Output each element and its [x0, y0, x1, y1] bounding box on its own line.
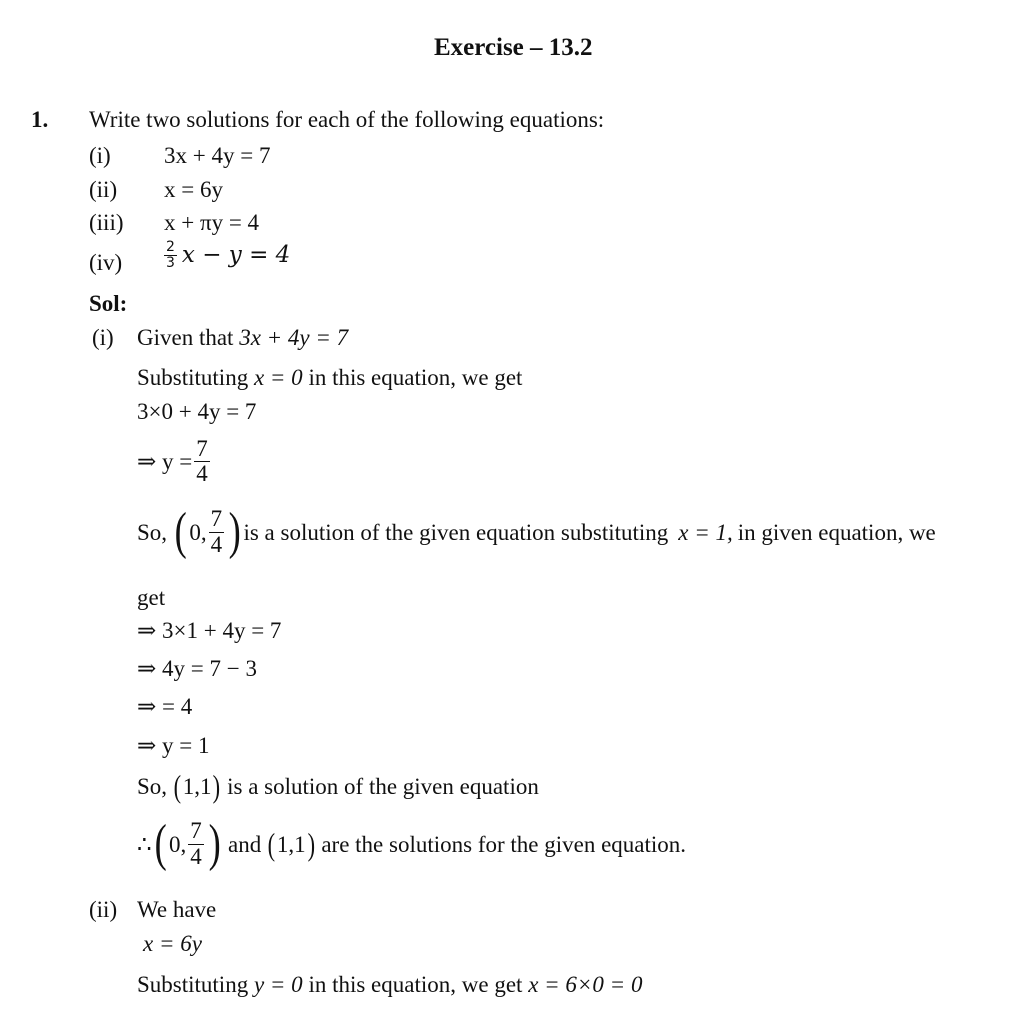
fraction-numerator: 2 [166, 239, 175, 255]
subst-text: Substituting [137, 365, 249, 390]
subst-value: x = 0 [253, 365, 303, 390]
part-label: (iv) [89, 250, 123, 275]
given-line [137, 326, 348, 349]
part-equation: x = 6y [164, 177, 223, 202]
part-intro: We have [137, 897, 217, 922]
part-label: (ii) [89, 177, 118, 202]
solution-part-label: (i) [92, 325, 114, 350]
subst-value: y = 0 [253, 972, 303, 997]
subst-value: x = 1, [678, 519, 733, 545]
work-line: 3×0 + 4y = 7 [137, 399, 257, 424]
fraction-numerator: 7 [210, 506, 223, 532]
equation-rest: x − y = 4 [181, 241, 291, 268]
work-line: ⇒ = 4 [137, 694, 193, 719]
fraction-denominator: 4 [196, 461, 208, 487]
point-fraction [209, 507, 225, 556]
subst-result: x = 6×0 = 0 [528, 972, 643, 997]
equation-fraction [164, 240, 177, 270]
so-line [137, 770, 539, 802]
so-text: is a solution of the given equation [227, 773, 539, 799]
work-line: x = 6y [143, 931, 202, 956]
point-fraction [188, 819, 204, 868]
so-text: in given equation, we [737, 519, 936, 545]
point-value: 1,1 [182, 773, 212, 799]
part-equation [162, 240, 290, 270]
fraction-denominator: 4 [210, 531, 223, 557]
work-line: ⇒ 3×1 + 4y = 7 [137, 618, 282, 643]
subst-text: in this equation, we get [308, 365, 523, 390]
substitution-line [137, 366, 522, 389]
work-line: ⇒ y = 1 [137, 733, 210, 758]
given-text: Given that [137, 325, 234, 350]
subst-text: Substituting [137, 972, 249, 997]
work-line [137, 437, 212, 486]
work-prefix: ⇒ y = [137, 449, 193, 475]
so-text: So, [137, 519, 168, 545]
question-text: Write two solutions for each of the following equations: [89, 107, 605, 132]
point: ( 0, $\frac{7}{4}$ ) [174, 503, 241, 560]
page-title: Exercise – 13.2 [434, 34, 593, 61]
conclusion-line [137, 815, 687, 872]
work-line: ⇒ 4y = 7 − 3 [137, 656, 257, 681]
point-lead: 0, [168, 831, 187, 857]
point-lead: 0, [189, 519, 207, 545]
fraction-denominator: 3 [166, 254, 175, 271]
conclusion-text: are the solutions for the given equation. [321, 831, 687, 857]
therefore-symbol: ∴ [137, 831, 152, 857]
subst-text: in this equation, we get [308, 972, 523, 997]
point: ( 1,1 ) [173, 768, 221, 804]
point-value: 1,1 [276, 831, 306, 857]
given-equation: 3x + 4y = 7 [239, 325, 349, 350]
get-text: get [137, 585, 166, 610]
part-label: (i) [89, 143, 111, 168]
fraction-denominator: 4 [190, 843, 202, 869]
fraction-numerator: 7 [196, 436, 208, 461]
solution-part-label: (ii) [89, 897, 118, 922]
so-line [137, 503, 936, 560]
question-number: 1. [31, 107, 49, 132]
so-text: is a solution of the given equation substituting [243, 519, 669, 545]
so-text: So, [137, 773, 168, 799]
solution-heading: Sol: [89, 291, 128, 316]
y-fraction [194, 437, 210, 486]
part-equation: x + πy = 4 [164, 210, 260, 235]
and-text: and [228, 831, 262, 857]
point: ( 0, $\frac{7}{4}$ ) [154, 815, 221, 872]
fraction-numerator: 7 [190, 818, 202, 844]
substitution-line [137, 973, 642, 996]
part-equation: 3x + 4y = 7 [164, 143, 271, 168]
part-label: (iii) [89, 210, 124, 235]
point: ( 1,1 ) [267, 826, 315, 862]
